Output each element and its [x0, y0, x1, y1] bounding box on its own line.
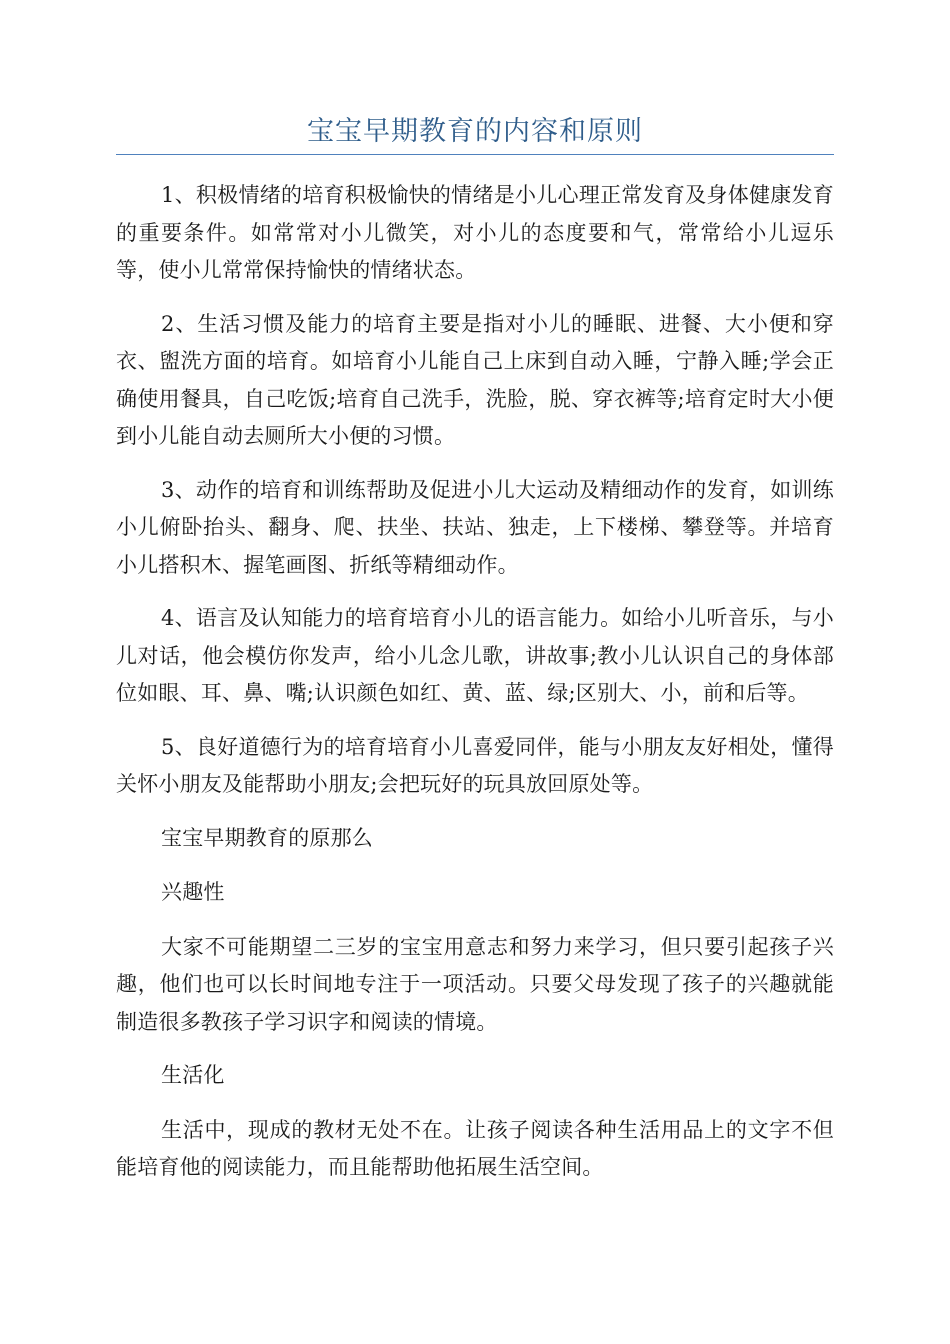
paragraph-moral: 5、良好道德行为的培育培育小儿喜爱同伴，能与小朋友友好相处，懂得关怀小朋友及能帮助小朋友;会把玩好的玩具放回原处等。	[116, 734, 834, 796]
paragraph-life: 生活中，现成的教材无处不在。让孩子阅读各种生活用品上的文字不但能培育他的阅读能力，而且能帮助他拓展生活空间。	[116, 1117, 834, 1179]
section-heading-principles: 宝宝早期教育的原那么	[161, 825, 373, 850]
paragraph-interest: 大家不可能期望二三岁的宝宝用意志和努力来学习，但只要引起孩子兴趣，他们也可以长时间地专注于一项活动。只要父母发现了孩子的兴趣就能制造很多教孩子学习识字和阅读的情境。	[116, 934, 834, 1034]
title-underline	[116, 154, 834, 155]
paragraph-motor: 3、动作的培育和训练帮助及促进小儿大运动及精细动作的发育，如训练小儿俯卧抬头、翻身、爬、扶坐、扶站、独走，上下楼梯、攀登等。并培育小儿搭积木、握笔画图、折纸等精细动作。	[116, 477, 834, 577]
document-page	[116, 112, 834, 1203]
subheading-life: 生活化	[161, 1063, 225, 1087]
paragraph-habits: 2、生活习惯及能力的培育主要是指对小儿的睡眠、进餐、大小便和穿衣、盥洗方面的培育。如培育小儿能自己上床到自动入睡，宁静入睡;学会正确使用餐具，自己吃饭;培育自己洗手，洗脸，脱、穿衣裤等;培育定时大小便到小儿能自动去厕所大小便的习惯。	[116, 311, 834, 448]
document-title: 宝宝早期教育的内容和原则	[307, 116, 643, 147]
subheading-interest: 兴趣性	[161, 880, 225, 904]
paragraph-emotion: 1、积极情绪的培育积极愉快的情绪是小儿心理正常发育及身体健康发育的重要条件。如常常对小儿微笑，对小儿的态度要和气，常常给小儿逗乐等，使小儿常常保持愉快的情绪状态。	[116, 183, 834, 282]
paragraph-language: 4、语言及认知能力的培育培育小儿的语言能力。如给小儿听音乐，与小儿对话，他会模仿你发声，给小儿念儿歌，讲故事;教小儿认识自己的身体部位如眼、耳、鼻、嘴;认识颜色如红、黄、蓝、绿;区别大、小，前和后等。	[116, 606, 834, 705]
